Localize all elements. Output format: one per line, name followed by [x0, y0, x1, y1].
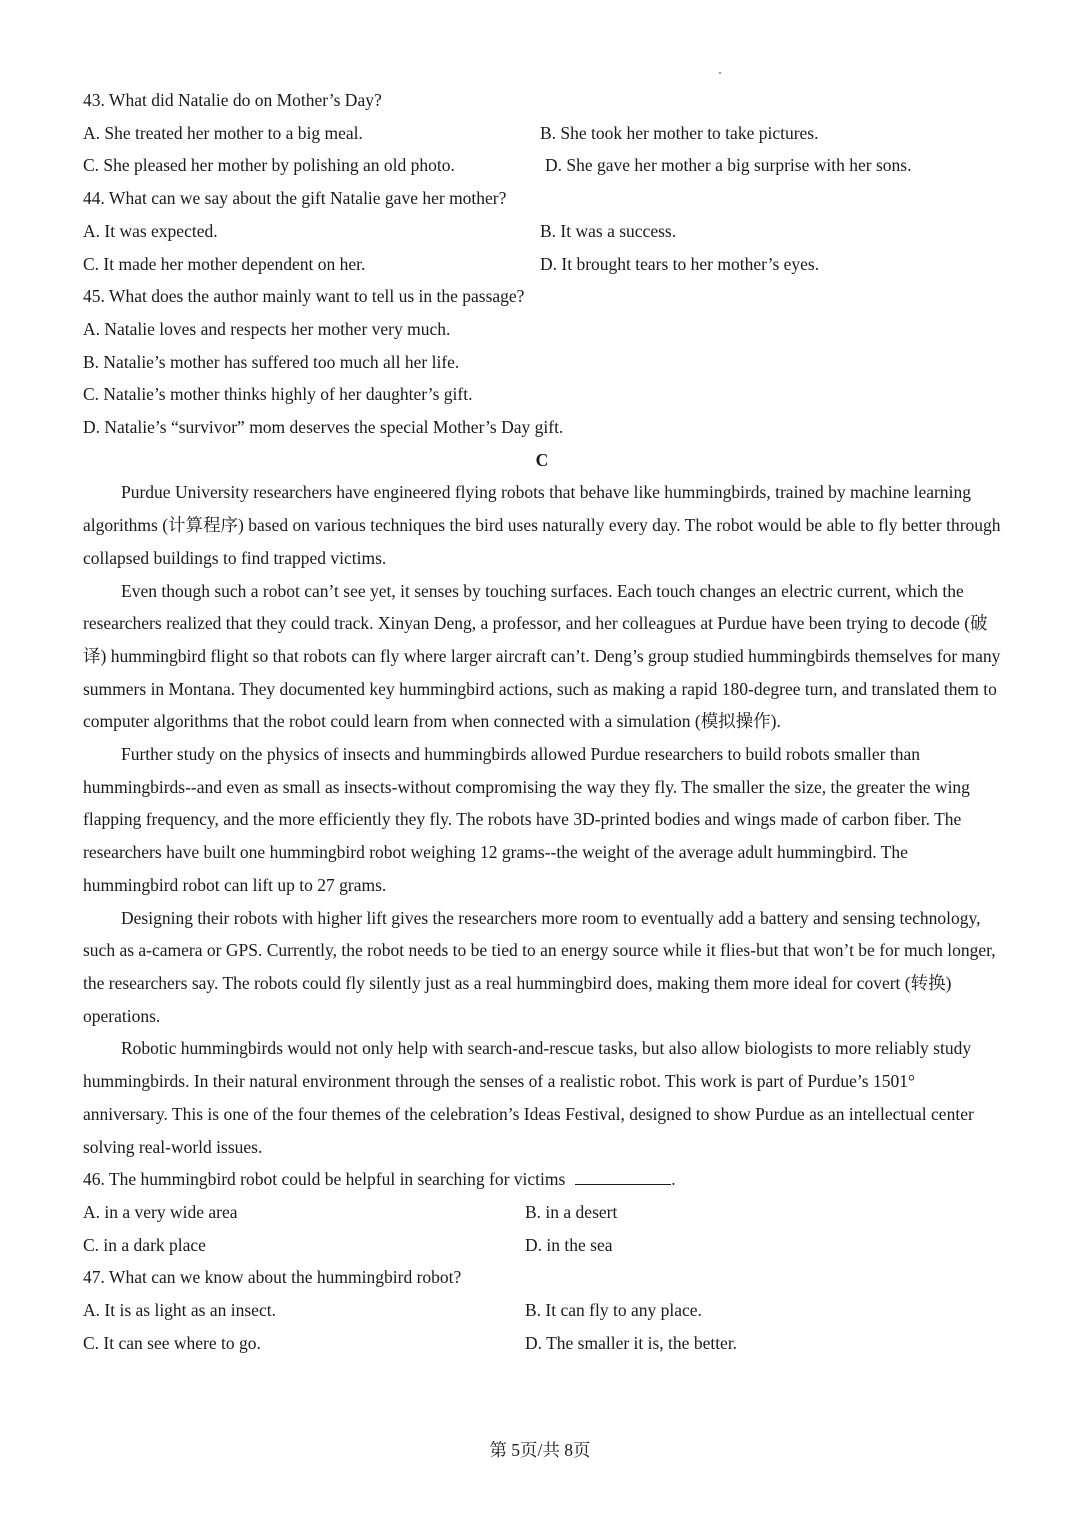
- q43-stem: 43. What did Natalie do on Mother’s Day?: [83, 90, 382, 110]
- q45-option-a[interactable]: A. Natalie loves and respects her mother very much.: [83, 318, 451, 339]
- q43-options-row-2: [83, 149, 1001, 182]
- q45-option-c[interactable]: C. Natalie’s mother thinks highly of her daughter’s gift.: [83, 384, 473, 405]
- q45-stem: 45. What does the author mainly want to tell us in the passage?: [83, 286, 525, 307]
- scan-speck: [719, 72, 721, 74]
- passage-paragraph-1: Purdue University researchers have engineered flying robots that behave like hummingbirds, trained by machine learning algorithms (计算程序) based on various techniques the bird uses naturally every day. The robot would be able to fly better through collapsed buildings to find trapped victims.: [83, 482, 1001, 568]
- exam-page: [83, 84, 1001, 1359]
- passage-paragraph-4: Designing their robots with higher lift gives the researchers more room to eventually add a battery and sensing technology, such as a-camera or GPS. Currently, the robot needs to be tied to an energy source while it flies-but that won’t be for much longer, the researchers say. The robots could fly silently just as a real hummingbird does, making them more ideal for covert (转换) operations.: [83, 907, 996, 1026]
- passage-paragraph-3: Further study on the physics of insects and hummingbirds allowed Purdue researchers to build robots smaller than hummingbirds--and even as small as insects-without compromising the way they fly. The smaller the size, the greater the wing flapping frequency, and the more efficiently they fly. The robots have 3D-printed bodies and wings made of carbon fiber. The researchers have built one hummingbird robot weighing 12 grams--the weight of the average adult hummingbird. The hummingbird robot can lift up to 27 grams.: [83, 744, 970, 895]
- q46-option-d[interactable]: D. in the sea: [525, 1234, 613, 1255]
- q44-option-d[interactable]: D. It brought tears to her mother’s eyes.: [540, 253, 820, 274]
- passage-paragraph-5: Robotic hummingbirds would not only help with search-and-rescue tasks, but also allow biologists to more reliably study hummingbirds. In their natural environment through the senses of a realistic robot. This work is part of Purdue’s 1501° anniversary. This is one of the four themes of the celebration’s Ideas Festival, designed to show Purdue as an intellectual center solving real-world issues.: [83, 1038, 974, 1157]
- q47-option-d[interactable]: D. The smaller it is, the better.: [525, 1332, 738, 1353]
- q43-options-row-1: [83, 117, 1001, 150]
- q47-option-c[interactable]: C. It can see where to go.: [83, 1332, 261, 1353]
- q47-option-b[interactable]: B. It can fly to any place.: [525, 1300, 702, 1321]
- q46-stem-end: .: [671, 1169, 676, 1190]
- q47-options-row-2: [83, 1327, 1001, 1360]
- q46-option-c[interactable]: C. in a dark place: [83, 1234, 206, 1255]
- passage-paragraph-2: Even though such a robot can’t see yet, it senses by touching surfaces. Each touch changes an electric current, which the researchers realized that they could track. Xinyan Deng, a professor, and her colleagues at Purdue have been trying to decode (破译) hummingbird flight so that robots can fly where larger aircraft can’t. Deng’s group studied hummingbirds themselves for many summers in Montana. They documented key hummingbird actions, such as making a rapid 180-degree turn, and translated them to computer algorithms that the robot could learn from when connected with a simulation (模拟操作).: [83, 580, 1001, 732]
- q46-stem-line: [83, 1163, 1001, 1196]
- q46-options-row-2: [83, 1229, 1001, 1262]
- q43-option-c[interactable]: C. She pleased her mother by polishing an old photo.: [83, 155, 455, 176]
- q46-options-row-1: [83, 1196, 1001, 1229]
- q44-option-b[interactable]: B. It was a success.: [540, 220, 677, 241]
- q47-option-a[interactable]: A. It is as light as an insect.: [83, 1300, 276, 1321]
- q44-option-c[interactable]: C. It made her mother dependent on her.: [83, 253, 366, 274]
- q44-options-row-2: [83, 248, 1001, 281]
- q44-option-a[interactable]: A. It was expected.: [83, 220, 218, 241]
- q43-option-a[interactable]: A. She treated her mother to a big meal.: [83, 122, 363, 143]
- q46-option-a[interactable]: A. in a very wide area: [83, 1201, 238, 1222]
- q43-option-b[interactable]: B. She took her mother to take pictures.: [540, 122, 819, 143]
- q47-options-row-1: [83, 1294, 1001, 1327]
- q45-option-d[interactable]: D. Natalie’s “survivor” mom deserves the special Mother’s Day gift.: [83, 417, 564, 438]
- q44-options-row-1: [83, 215, 1001, 248]
- q46-stem: 46. The hummingbird robot could be helpful in searching for victims: [83, 1169, 566, 1190]
- q46-answer-blank[interactable]: [575, 1164, 671, 1185]
- q45-option-b[interactable]: B. Natalie’s mother has suffered too much all her life.: [83, 351, 460, 372]
- q43-option-d[interactable]: D. She gave her mother a big surprise with her sons.: [545, 155, 912, 176]
- section-c-title: C: [535, 449, 549, 470]
- q44-stem: 44. What can we say about the gift Natalie gave her mother?: [83, 188, 507, 209]
- page-number-footer: 第 5页/共 8页: [489, 1440, 591, 1460]
- q46-option-b[interactable]: B. in a desert: [525, 1201, 618, 1222]
- q47-stem: 47. What can we know about the hummingbird robot?: [83, 1267, 462, 1288]
